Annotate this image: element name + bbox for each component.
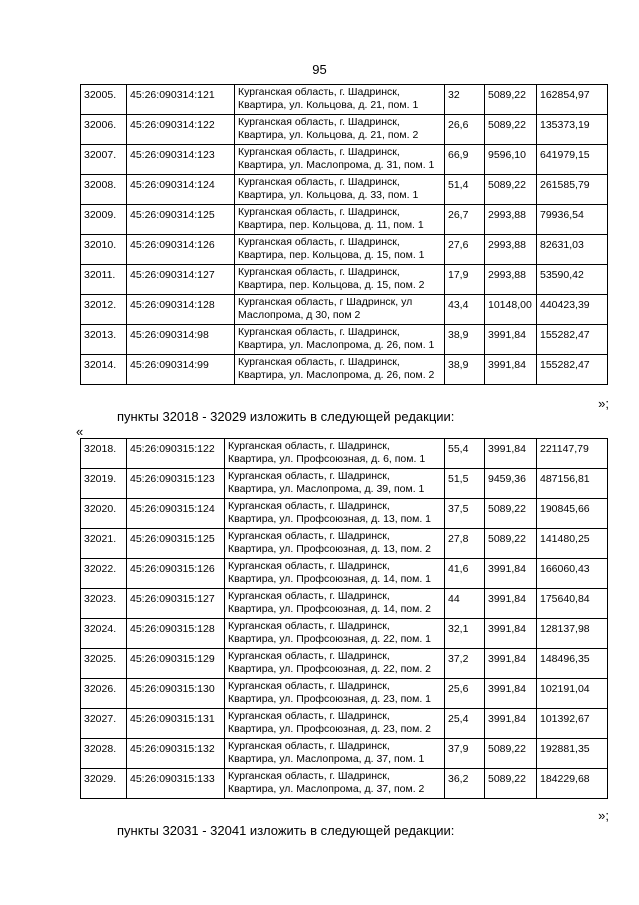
row-number-cell: 32023.: [81, 589, 127, 619]
cadastral-number-cell: 45:26:090315:127: [127, 589, 225, 619]
table-row: [81, 355, 608, 385]
address-line: Квартира, ул. Профсоюзная, д. 6, пом. 1: [228, 452, 426, 465]
cadastral-number-cell: 45:26:090314:121: [127, 85, 235, 115]
cadastral-value-cell: 135373,19: [537, 115, 608, 145]
instruction-text: пункты 32018 - 32029 изложить в следующей редакции:: [117, 409, 455, 424]
area-cell: 44: [445, 589, 485, 619]
row-number-cell: 32029.: [81, 769, 127, 799]
table-row: [81, 469, 608, 499]
address-line: Квартира, ул. Маслопрома, д. 37, пом. 2: [228, 782, 425, 795]
address-cell: [235, 235, 445, 265]
rate-cell: 9596,10: [485, 145, 537, 175]
row-number-cell: 32018.: [81, 439, 127, 469]
row-number-cell: 32009.: [81, 205, 127, 235]
rate-cell: 2993,88: [485, 235, 537, 265]
row-number-cell: 32028.: [81, 739, 127, 769]
cadastral-number-cell: 45:26:090315:128: [127, 619, 225, 649]
cadastral-number-cell: 45:26:090314:98: [127, 325, 235, 355]
cadastral-number-cell: 45:26:090315:129: [127, 649, 225, 679]
table-row: [81, 499, 608, 529]
row-number-cell: 32025.: [81, 649, 127, 679]
table-row: [81, 175, 608, 205]
address-line: Квартира, ул. Маслопрома, д. 39, пом. 1: [228, 482, 425, 495]
address-line: Курганская область, г. Шадринск,: [228, 650, 390, 662]
address-cell: [225, 559, 445, 589]
rate-cell: 9459,36: [485, 469, 537, 499]
cadastral-number-cell: 45:26:090315:131: [127, 709, 225, 739]
address-line: Курганская область, г. Шадринск,: [228, 680, 390, 692]
area-cell: 43,4: [445, 295, 485, 325]
address-line: Квартира, пер. Кольцова, д. 11, пом. 1: [238, 218, 424, 231]
address-cell: [235, 175, 445, 205]
row-number-cell: 32007.: [81, 145, 127, 175]
address-cell: [235, 145, 445, 175]
area-cell: 37,2: [445, 649, 485, 679]
rate-cell: 3991,84: [485, 325, 537, 355]
cadastral-number-cell: 45:26:090314:125: [127, 205, 235, 235]
address-cell: [225, 529, 445, 559]
address-cell: [225, 619, 445, 649]
row-number-cell: 32010.: [81, 235, 127, 265]
table-row: [81, 769, 608, 799]
area-cell: 32: [445, 85, 485, 115]
row-number-cell: 32021.: [81, 529, 127, 559]
area-cell: 25,4: [445, 709, 485, 739]
rate-cell: 5089,22: [485, 529, 537, 559]
rate-cell: 3991,84: [485, 619, 537, 649]
address-line: Курганская область, г. Шадринск,: [238, 206, 400, 218]
area-cell: 27,8: [445, 529, 485, 559]
table-row: [81, 529, 608, 559]
address-line: Квартира, ул. Профсоюзная, д. 23, пом. 2: [228, 722, 432, 735]
table-row: [81, 115, 608, 145]
rate-cell: 5089,22: [485, 499, 537, 529]
cadastral-value-cell: 155282,47: [537, 325, 608, 355]
address-line: Квартира, ул. Маслопрома, д. 37, пом. 1: [228, 752, 425, 765]
area-cell: 51,4: [445, 175, 485, 205]
row-number-cell: 32006.: [81, 115, 127, 145]
area-cell: 38,9: [445, 355, 485, 385]
registry-table-1: [80, 84, 608, 385]
rate-cell: 3991,84: [485, 679, 537, 709]
area-cell: 27,6: [445, 235, 485, 265]
area-cell: 37,9: [445, 739, 485, 769]
page-number: 95: [312, 62, 327, 77]
rate-cell: 5089,22: [485, 175, 537, 205]
address-cell: [225, 769, 445, 799]
cadastral-number-cell: 45:26:090315:124: [127, 499, 225, 529]
table-row: [81, 589, 608, 619]
area-cell: 51,5: [445, 469, 485, 499]
cadastral-number-cell: 45:26:090314:128: [127, 295, 235, 325]
table-row: [81, 145, 608, 175]
cadastral-value-cell: 184229,68: [537, 769, 608, 799]
rate-cell: 3991,84: [485, 559, 537, 589]
address-line: Маслопрома, д 30, пом 2: [238, 308, 361, 321]
address-line: Квартира, ул. Профсоюзная, д. 14, пом. 2: [228, 602, 432, 615]
address-line: Курганская область, г. Шадринск,: [228, 740, 390, 752]
area-cell: 17,9: [445, 265, 485, 295]
row-number-cell: 32012.: [81, 295, 127, 325]
cadastral-value-cell: 166060,43: [537, 559, 608, 589]
table-row: [81, 679, 608, 709]
address-cell: [225, 469, 445, 499]
address-line: Квартира, ул. Профсоюзная, д. 14, пом. 1: [228, 572, 432, 585]
area-cell: 26,6: [445, 115, 485, 145]
address-line: Курганская область, г. Шадринск,: [228, 710, 390, 722]
cadastral-value-cell: 101392,67: [537, 709, 608, 739]
address-line: Курганская область, г. Шадринск,: [238, 116, 400, 128]
address-line: Курганская область, г. Шадринск,: [238, 266, 400, 278]
address-cell: [225, 589, 445, 619]
address-cell: [235, 355, 445, 385]
rate-cell: 5089,22: [485, 769, 537, 799]
area-cell: 38,9: [445, 325, 485, 355]
cadastral-value-cell: 641979,15: [537, 145, 608, 175]
rate-cell: 3991,84: [485, 439, 537, 469]
area-cell: 26,7: [445, 205, 485, 235]
address-line: Квартира, ул. Маслопрома, д. 26, пом. 2: [238, 368, 435, 381]
row-number-cell: 32014.: [81, 355, 127, 385]
cadastral-value-cell: 102191,04: [537, 679, 608, 709]
address-cell: [235, 85, 445, 115]
row-number-cell: 32027.: [81, 709, 127, 739]
cadastral-value-cell: 162854,97: [537, 85, 608, 115]
cadastral-number-cell: 45:26:090314:123: [127, 145, 235, 175]
address-line: Квартира, ул. Кольцова, д. 21, пом. 1: [238, 98, 419, 111]
cadastral-number-cell: 45:26:090314:99: [127, 355, 235, 385]
address-line: Курганская область, г. Шадринск,: [228, 620, 390, 632]
address-line: Курганская область, г Шадринск, ул: [238, 296, 413, 308]
cadastral-value-cell: 53590,42: [537, 265, 608, 295]
address-line: Квартира, пер. Кольцова, д. 15, пом. 1: [238, 248, 425, 261]
table-row: [81, 295, 608, 325]
row-number-cell: 32008.: [81, 175, 127, 205]
rate-cell: 5089,22: [485, 115, 537, 145]
table-row: [81, 739, 608, 769]
row-number-cell: 32011.: [81, 265, 127, 295]
cadastral-value-cell: 190845,66: [537, 499, 608, 529]
address-line: Курганская область, г. Шадринск,: [238, 86, 400, 98]
registry-table-2: [80, 438, 608, 799]
address-line: Курганская область, г. Шадринск,: [238, 146, 400, 158]
address-cell: [225, 439, 445, 469]
address-cell: [225, 499, 445, 529]
address-cell: [235, 325, 445, 355]
address-line: Квартира, ул. Маслопрома, д. 31, пом. 1: [238, 158, 435, 171]
cadastral-value-cell: 141480,25: [537, 529, 608, 559]
area-cell: 32,1: [445, 619, 485, 649]
row-number-cell: 32005.: [81, 85, 127, 115]
table-row: [81, 235, 608, 265]
address-line: Квартира, ул. Профсоюзная, д. 13, пом. 1: [228, 512, 432, 525]
table-row: [81, 559, 608, 589]
cadastral-number-cell: 45:26:090315:126: [127, 559, 225, 589]
address-line: Курганская область, г. Шадринск,: [228, 500, 390, 512]
cadastral-number-cell: 45:26:090315:125: [127, 529, 225, 559]
rate-cell: 2993,88: [485, 205, 537, 235]
address-line: Квартира, ул. Профсоюзная, д. 22, пом. 1: [228, 632, 432, 645]
table-row: [81, 85, 608, 115]
address-line: Квартира, ул. Профсоюзная, д. 22, пом. 2: [228, 662, 432, 675]
closing-quote: »;: [598, 808, 609, 823]
cadastral-number-cell: 45:26:090315:122: [127, 439, 225, 469]
cadastral-number-cell: 45:26:090314:127: [127, 265, 235, 295]
closing-quote: »;: [598, 396, 609, 411]
address-line: Курганская область, г. Шадринск,: [238, 236, 400, 248]
cadastral-value-cell: 192881,35: [537, 739, 608, 769]
address-cell: [235, 265, 445, 295]
area-cell: 36,2: [445, 769, 485, 799]
cadastral-number-cell: 45:26:090315:123: [127, 469, 225, 499]
address-cell: [225, 649, 445, 679]
table-row: [81, 709, 608, 739]
address-line: Квартира, пер. Кольцова, д. 15, пом. 2: [238, 278, 425, 291]
rate-cell: 5089,22: [485, 85, 537, 115]
area-cell: 37,5: [445, 499, 485, 529]
cadastral-number-cell: 45:26:090314:124: [127, 175, 235, 205]
address-cell: [225, 739, 445, 769]
address-line: Квартира, ул. Кольцова, д. 21, пом. 2: [238, 128, 419, 141]
cadastral-value-cell: 175640,84: [537, 589, 608, 619]
cadastral-number-cell: 45:26:090314:126: [127, 235, 235, 265]
cadastral-value-cell: 261585,79: [537, 175, 608, 205]
cadastral-number-cell: 45:26:090314:122: [127, 115, 235, 145]
area-cell: 66,9: [445, 145, 485, 175]
address-cell: [225, 679, 445, 709]
table-row: [81, 649, 608, 679]
address-line: Курганская область, г. Шадринск,: [238, 356, 400, 368]
address-line: Курганская область, г. Шадринск,: [228, 440, 390, 452]
cadastral-value-cell: 128137,98: [537, 619, 608, 649]
rate-cell: 2993,88: [485, 265, 537, 295]
cadastral-value-cell: 487156,81: [537, 469, 608, 499]
address-line: Квартира, ул. Профсоюзная, д. 23, пом. 1: [228, 692, 432, 705]
address-line: Квартира, ул. Маслопрома, д. 26, пом. 1: [238, 338, 435, 351]
address-cell: [235, 205, 445, 235]
cadastral-value-cell: 440423,39: [537, 295, 608, 325]
cadastral-number-cell: 45:26:090315:133: [127, 769, 225, 799]
address-line: Квартира, ул. Профсоюзная, д. 13, пом. 2: [228, 542, 432, 555]
address-line: Курганская область, г. Шадринск,: [228, 560, 390, 572]
rate-cell: 5089,22: [485, 739, 537, 769]
cadastral-value-cell: 79936,54: [537, 205, 608, 235]
table-row: [81, 439, 608, 469]
cadastral-number-cell: 45:26:090315:130: [127, 679, 225, 709]
cadastral-number-cell: 45:26:090315:132: [127, 739, 225, 769]
area-cell: 55,4: [445, 439, 485, 469]
cadastral-value-cell: 155282,47: [537, 355, 608, 385]
instruction-text: пункты 32031 - 32041 изложить в следующей редакции:: [117, 823, 455, 838]
address-line: Курганская область, г. Шадринск,: [228, 470, 390, 482]
cadastral-value-cell: 82631,03: [537, 235, 608, 265]
row-number-cell: 32019.: [81, 469, 127, 499]
address-line: Курганская область, г. Шадринск,: [238, 326, 400, 338]
address-line: Курганская область, г. Шадринск,: [228, 590, 390, 602]
rate-cell: 3991,84: [485, 355, 537, 385]
opening-quote: «: [76, 424, 84, 439]
rate-cell: 3991,84: [485, 649, 537, 679]
row-number-cell: 32020.: [81, 499, 127, 529]
rate-cell: 10148,00: [485, 295, 537, 325]
address-cell: [235, 295, 445, 325]
area-cell: 25,6: [445, 679, 485, 709]
address-line: Квартира, ул. Кольцова, д. 33, пом. 1: [238, 188, 419, 201]
address-line: Курганская область, г. Шадринск,: [238, 176, 400, 188]
row-number-cell: 32013.: [81, 325, 127, 355]
area-cell: 41,6: [445, 559, 485, 589]
row-number-cell: 32026.: [81, 679, 127, 709]
row-number-cell: 32022.: [81, 559, 127, 589]
row-number-cell: 32024.: [81, 619, 127, 649]
cadastral-value-cell: 148496,35: [537, 649, 608, 679]
rate-cell: 3991,84: [485, 589, 537, 619]
table-row: [81, 205, 608, 235]
address-cell: [225, 709, 445, 739]
address-line: Курганская область, г. Шадринск,: [228, 530, 390, 542]
address-cell: [235, 115, 445, 145]
cadastral-value-cell: 221147,79: [537, 439, 608, 469]
table-row: [81, 619, 608, 649]
address-line: Курганская область, г. Шадринск,: [228, 770, 390, 782]
table-row: [81, 265, 608, 295]
table-row: [81, 325, 608, 355]
rate-cell: 3991,84: [485, 709, 537, 739]
